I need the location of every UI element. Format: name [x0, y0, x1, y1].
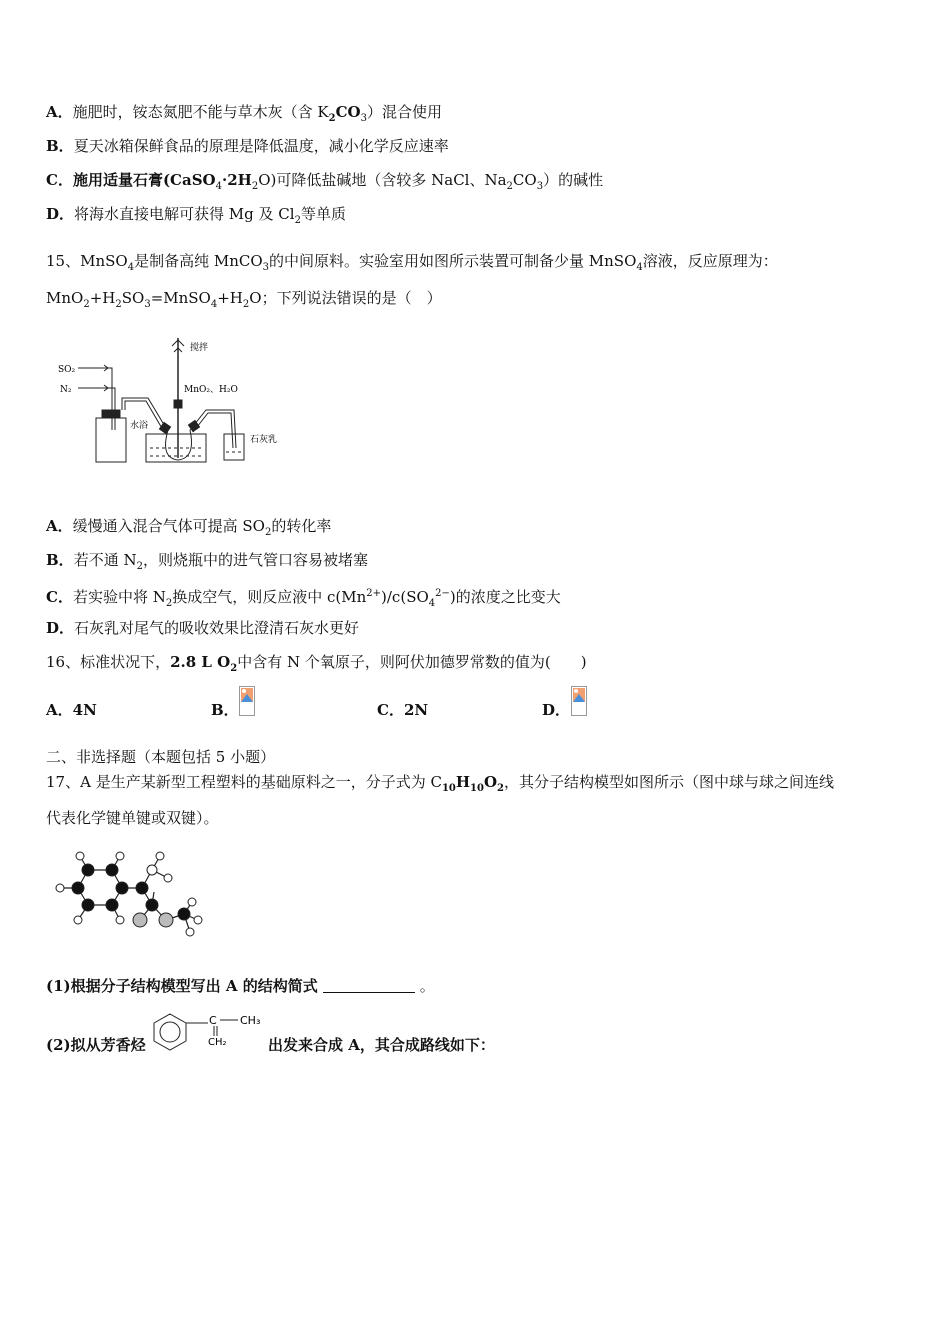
q15-option-a: A．缓慢通入混合气体可提高 $SO_2$的转化率 — [46, 517, 332, 538]
q15-apparatus-figure — [56, 330, 296, 470]
q15-stem-line2: $MnO_2+H_2SO_3=MnSO_4+H_2O$；下列说法错误的是（ ） — [46, 289, 442, 310]
q14-option-b: B．夏天冰箱保鲜食品的原理是降低温度，减小化学反应速率 — [46, 137, 449, 155]
q14-option-d: D．将海水直接电解可获得 Mg 及 $Cl_2$等单质 — [46, 205, 346, 226]
answer-blank[interactable] — [323, 978, 415, 993]
label-ch3: CH₃ — [240, 1014, 261, 1027]
q16-stem: 16、标准状况下，2.8 L $O_2$中含有 N 个氧原子，则阿伏加德罗常数的值为( ) — [46, 653, 587, 674]
q17-stem-line2: 代表化学键单键或双键）。 — [46, 809, 219, 827]
q14-option-a: A．施肥时，铵态氮肥不能与草木灰（含 $K_2CO_3$）混合使用 — [46, 103, 442, 124]
q15-option-c: C．若实验中将 $N_2$换成空气，则反应液中 $c(Mn^{2+})/c(SO_4^{2-})$的浓度之比变大 — [46, 588, 561, 609]
label-lime-milk: 石灰乳 — [250, 435, 278, 445]
broken-image-icon — [571, 686, 587, 716]
label-ch2: CH₂ — [208, 1037, 227, 1048]
label-so2: SO₂ — [58, 365, 76, 375]
q15-option-b: B．若不通 $N_2$，则烧瓶中的进气管口容易被堵塞 — [46, 551, 368, 572]
lime-milk-beaker — [224, 434, 244, 460]
q16-option-d: D． — [542, 701, 571, 719]
q17-stem-line1: 17、A 是生产某新型工程塑料的基础原料之一，分子式为 $C_{10}H_{10}O_2$，其分子结构模型如图所示（图中球与球之间连线 — [46, 773, 835, 794]
molecule-ball-stick-model — [50, 848, 210, 948]
label-stir: 搅拌 — [190, 343, 209, 353]
gas-wash-bottle — [96, 418, 126, 462]
label-n2: N₂ — [60, 385, 72, 395]
q16-option-a: A．4N — [46, 701, 97, 719]
q14-option-c: C．施用适量石膏$(CaSO_4\cdot 2H_2O)$可降低盐碱地（含较多 NaCl、$Na_2CO_3$）的碱性 — [46, 171, 604, 192]
q17-part2-suffix: 出发来合成 A，其合成路线如下： — [268, 1036, 495, 1054]
q17-part2-prefix: (2)拟从芳香烃 — [46, 1036, 146, 1054]
aromatic-hydrocarbon-structure — [148, 1010, 266, 1054]
q15-stem-line1: 15、MnSO$_4$是制备高纯 MnCO$_3$的中间原料。实验室用如图所示装置可制备少量 MnSO$_4$溶液，反应原理为： — [46, 252, 778, 273]
q16-option-c: C．2N — [377, 701, 429, 719]
q16-option-b: B． — [211, 701, 239, 719]
section-title: 二、非选择题（本题包括 5 小题） — [46, 748, 276, 766]
broken-image-icon — [239, 686, 255, 716]
label-mno2-h2o: MnO₂、H₂O — [184, 385, 238, 395]
label-c: C — [209, 1014, 217, 1027]
q15-option-d: D．石灰乳对尾气的吸收效果比澄清石灰水更好 — [46, 619, 360, 637]
q17-part1: (1)根据分子结构模型写出 A 的结构简式 。 — [46, 977, 435, 995]
label-water-bath: 水浴 — [130, 421, 149, 431]
